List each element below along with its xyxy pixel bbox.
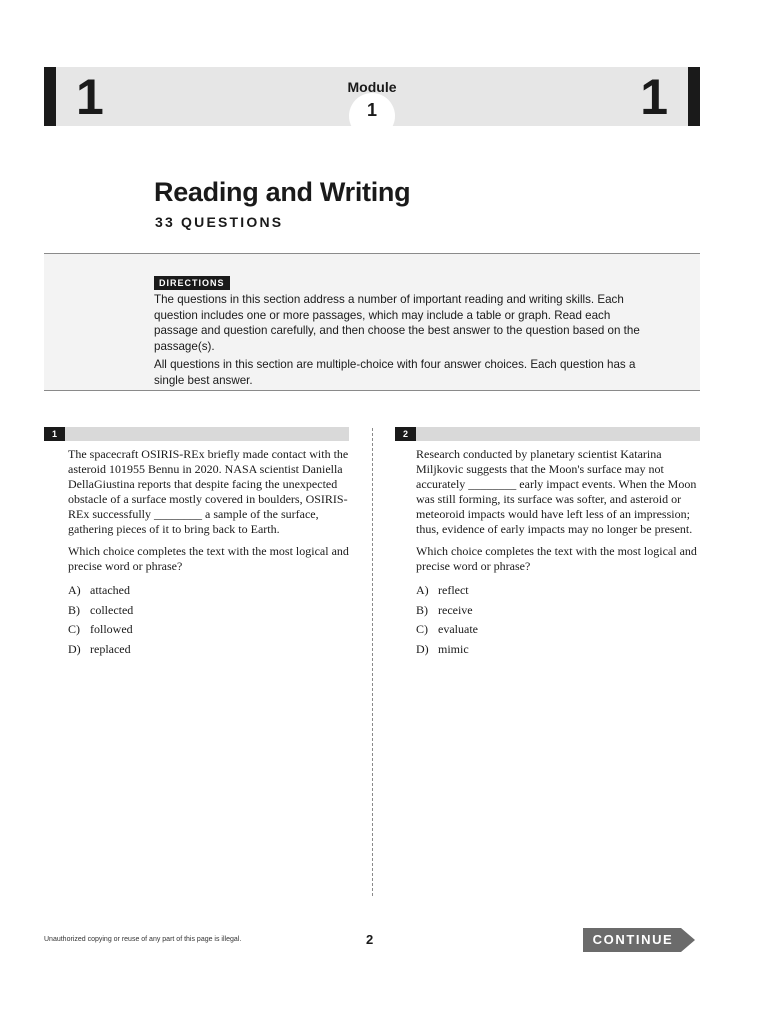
continue-label: CONTINUE	[592, 932, 674, 947]
question-2-choice-d[interactable]	[416, 642, 698, 658]
question-2-number: 2	[395, 427, 416, 441]
question-1-choice-b[interactable]	[68, 603, 350, 619]
column-divider	[372, 428, 373, 896]
question-1	[68, 447, 350, 661]
choice-text: attached	[90, 583, 130, 597]
question-1-choice-a[interactable]	[68, 583, 350, 599]
choice-text: followed	[90, 622, 133, 636]
section-title: Reading and Writing	[154, 177, 411, 207]
choice-letter: C)	[68, 622, 80, 636]
choice-letter: D)	[68, 641, 81, 656]
question-2-passage: Research conducted by planetary scientist Katarina Miljkovic suggests that the Moon's surface may not accurately ________ early impact events. When the Moon was still forming, its surface was softer, and asteroid or meteoroid impacts would have left less of an impression; thus, evidence of early impacts may no longer be present.	[416, 447, 697, 536]
question-2-choice-b[interactable]	[416, 603, 698, 619]
directions-tag: DIRECTIONS	[154, 276, 230, 290]
question-1-passage: The spacecraft OSIRIS-REx briefly made contact with the asteroid 101955 Bennu in 2020. NASA scientist Daniella DellaGiustina reports that despite facing the unexpected obstacle of a surface mostly covered in boulders, OSIRIS-REx successfully ________ a sample of the surface, gathering pieces of it to bring back to Earth.	[68, 447, 349, 536]
choice-text: reflect	[438, 583, 469, 597]
copyright-notice: Unauthorized copying or reuse of any part of this page is illegal.	[44, 936, 242, 943]
module-number-right: 1	[640, 69, 668, 125]
question-2-choice-a[interactable]	[416, 583, 698, 599]
choice-letter: B)	[416, 602, 428, 617]
directions-paragraph-2: All questions in this section are multiple-choice with four answer choices. Each question has a single best answer.	[154, 358, 636, 387]
question-2	[416, 447, 698, 661]
question-2-prompt: Which choice completes the text with the most logical and precise word or phrase?	[416, 544, 697, 573]
continue-button[interactable]	[583, 928, 695, 952]
module-index-circle: 1	[349, 93, 395, 139]
page-number: 2	[366, 932, 374, 947]
question-2-choice-c[interactable]	[416, 622, 698, 638]
choice-letter: A)	[416, 583, 429, 597]
question-2-header	[395, 427, 700, 441]
directions-text	[154, 292, 644, 391]
question-1-prompt: Which choice completes the text with the most logical and precise word or phrase?	[68, 544, 349, 573]
directions-box	[44, 253, 700, 391]
question-1-choice-c[interactable]	[68, 622, 350, 638]
choice-letter: A)	[68, 583, 81, 597]
choice-text: mimic	[438, 641, 469, 656]
question-1-header	[44, 427, 349, 441]
question-1-choice-d[interactable]	[68, 642, 350, 658]
directions-paragraph-1: The questions in this section address a number of important reading and writing skills. Each question includes one or more passages, which may include a table or graph. Read each passage and question carefully, and then choose the best answer to the question based on the passage(s).	[154, 293, 640, 353]
module-number-left: 1	[76, 69, 104, 125]
choice-letter: B)	[68, 602, 80, 617]
module-indicator	[44, 79, 700, 139]
section-question-count: 33 QUESTIONS	[155, 214, 284, 230]
choice-text: evaluate	[438, 622, 478, 636]
question-1-number: 1	[44, 427, 65, 441]
module-label: Module	[347, 79, 397, 95]
module-header	[44, 67, 700, 126]
choice-text: receive	[438, 602, 473, 617]
header-right-bar	[688, 67, 700, 126]
choice-letter: C)	[416, 622, 428, 636]
choice-letter: D)	[416, 641, 429, 656]
choice-text: collected	[90, 602, 134, 617]
choice-text: replaced	[90, 641, 131, 656]
